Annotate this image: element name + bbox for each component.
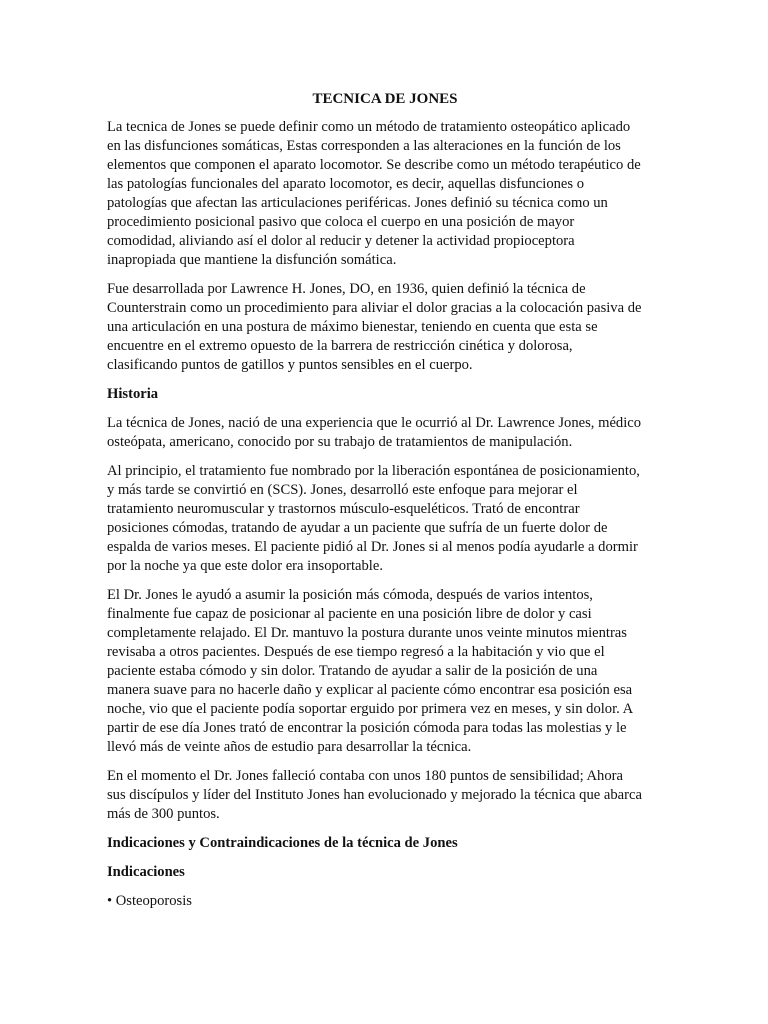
text-line: sus discípulos y líder del Instituto Jones han evolucionado y mejorado la técnica que abarca bbox=[107, 787, 642, 803]
text-line: una articulación en una postura de máximo bienestar, teniendo en cuenta que esta se bbox=[107, 319, 598, 335]
development-paragraph bbox=[107, 280, 663, 375]
text-line: llevó más de veinte años de estudio para desarrollar la técnica. bbox=[107, 739, 472, 755]
historia-paragraph-2 bbox=[107, 462, 663, 576]
text-line: posiciones cómodas, tratando de ayudar a un paciente que sufría de un fuerte dolor de bbox=[107, 520, 608, 536]
text-line: Al principio, el tratamiento fue nombrado por la liberación espontánea de posicionamiento, bbox=[107, 463, 640, 479]
text-line: En el momento el Dr. Jones falleció contaba con unos 180 puntos de sensibilidad; Ahora bbox=[107, 768, 623, 784]
text-line: El Dr. Jones le ayudó a asumir la posición más cómoda, después de varios intentos, bbox=[107, 587, 593, 603]
text-line: Fue desarrollada por Lawrence H. Jones, DO, en 1936, quien definió la técnica de bbox=[107, 281, 586, 297]
text-line: patologías que afectan las articulaciones periféricas. Jones definió su técnica como un bbox=[107, 195, 608, 211]
text-line: Counterstrain como un procedimiento para aliviar el dolor gracias a la colocación pasiva de bbox=[107, 300, 642, 316]
text-line: las patologías funcionales del aparato locomotor, es decir, aquellas disfunciones o bbox=[107, 176, 585, 192]
text-line: noche, vio que el paciente podía soportar erguido por primera vez en meses, y sin dolor. A bbox=[107, 701, 634, 717]
indicaciones-heading: Indicaciones bbox=[107, 864, 185, 880]
text-line: por la noche ya que este dolor era insoportable. bbox=[107, 558, 383, 574]
intro-paragraph bbox=[107, 118, 663, 270]
text-line: y más tarde se convirtió en (SCS). Jones, desarrolló este enfoque para mejorar el bbox=[107, 482, 578, 498]
text-line: La técnica de Jones, nació de una experiencia que le ocurrió al Dr. Lawrence Jones, médico bbox=[107, 415, 642, 431]
historia-heading: Historia bbox=[107, 386, 159, 402]
text-line: inapropiada que mantiene la disfunción somática. bbox=[107, 252, 397, 268]
text-line: más de 300 puntos. bbox=[107, 806, 220, 822]
text-line: manera suave para no hacerle daño y explicar al paciente cómo encontrar esa posición esa bbox=[107, 682, 633, 698]
historia-paragraph-4 bbox=[107, 767, 663, 824]
text-line: tratamiento neuromuscular y trastornos músculo-esqueléticos. Trató de encontrar bbox=[107, 501, 580, 517]
text-line: en las disfunciones somáticas, Estas corresponden a las alteraciones en la función de los bbox=[107, 138, 621, 154]
historia-paragraph-3 bbox=[107, 586, 663, 757]
text-line: procedimiento posicional pasivo que coloca el cuerpo en una posición de mayor bbox=[107, 214, 575, 230]
list-item: • Osteoporosis bbox=[107, 893, 192, 909]
text-line: partir de ese día Jones trató de encontrar la posición cómoda para todas las molestias y le bbox=[107, 720, 627, 736]
document-page bbox=[107, 90, 663, 911]
text-line: finalmente fue capaz de posicionar al paciente en una posición libre de dolor y casi bbox=[107, 606, 592, 622]
indications-contraindications-heading: Indicaciones y Contraindicaciones de la técnica de Jones bbox=[107, 835, 458, 851]
text-line: revisaba a otros pacientes. Después de ese tiempo regresó a la habitación y vio que el bbox=[107, 644, 605, 660]
historia-paragraph-1 bbox=[107, 414, 663, 452]
document-title: TECNICA DE JONES bbox=[312, 91, 458, 107]
text-line: encuentre en el extremo opuesto de la barrera de restricción cinética y dolorosa, bbox=[107, 338, 573, 354]
text-line: espalda de varios meses. El paciente pidió al Dr. Jones si al menos podía ayudarle a dormir bbox=[107, 539, 638, 555]
text-line: elementos que componen el aparato locomotor. Se describe como un método terapéutico de bbox=[107, 157, 641, 173]
text-line: La tecnica de Jones se puede definir como un método de tratamiento osteopático aplicado bbox=[107, 119, 631, 135]
text-line: paciente estaba cómodo y sin dolor. Tratando de ayudar a salir de la posición de una bbox=[107, 663, 598, 679]
text-line: completamente relajado. El Dr. mantuvo la postura durante unos veinte minutos mientras bbox=[107, 625, 627, 641]
text-line: osteópata, americano, conocido por su trabajo de tratamientos de manipulación. bbox=[107, 434, 573, 450]
text-line: clasificando puntos de gatillos y puntos sensibles en el cuerpo. bbox=[107, 357, 473, 373]
text-line: comodidad, aliviando así el dolor al reducir y detener la actividad propioceptora bbox=[107, 233, 575, 249]
